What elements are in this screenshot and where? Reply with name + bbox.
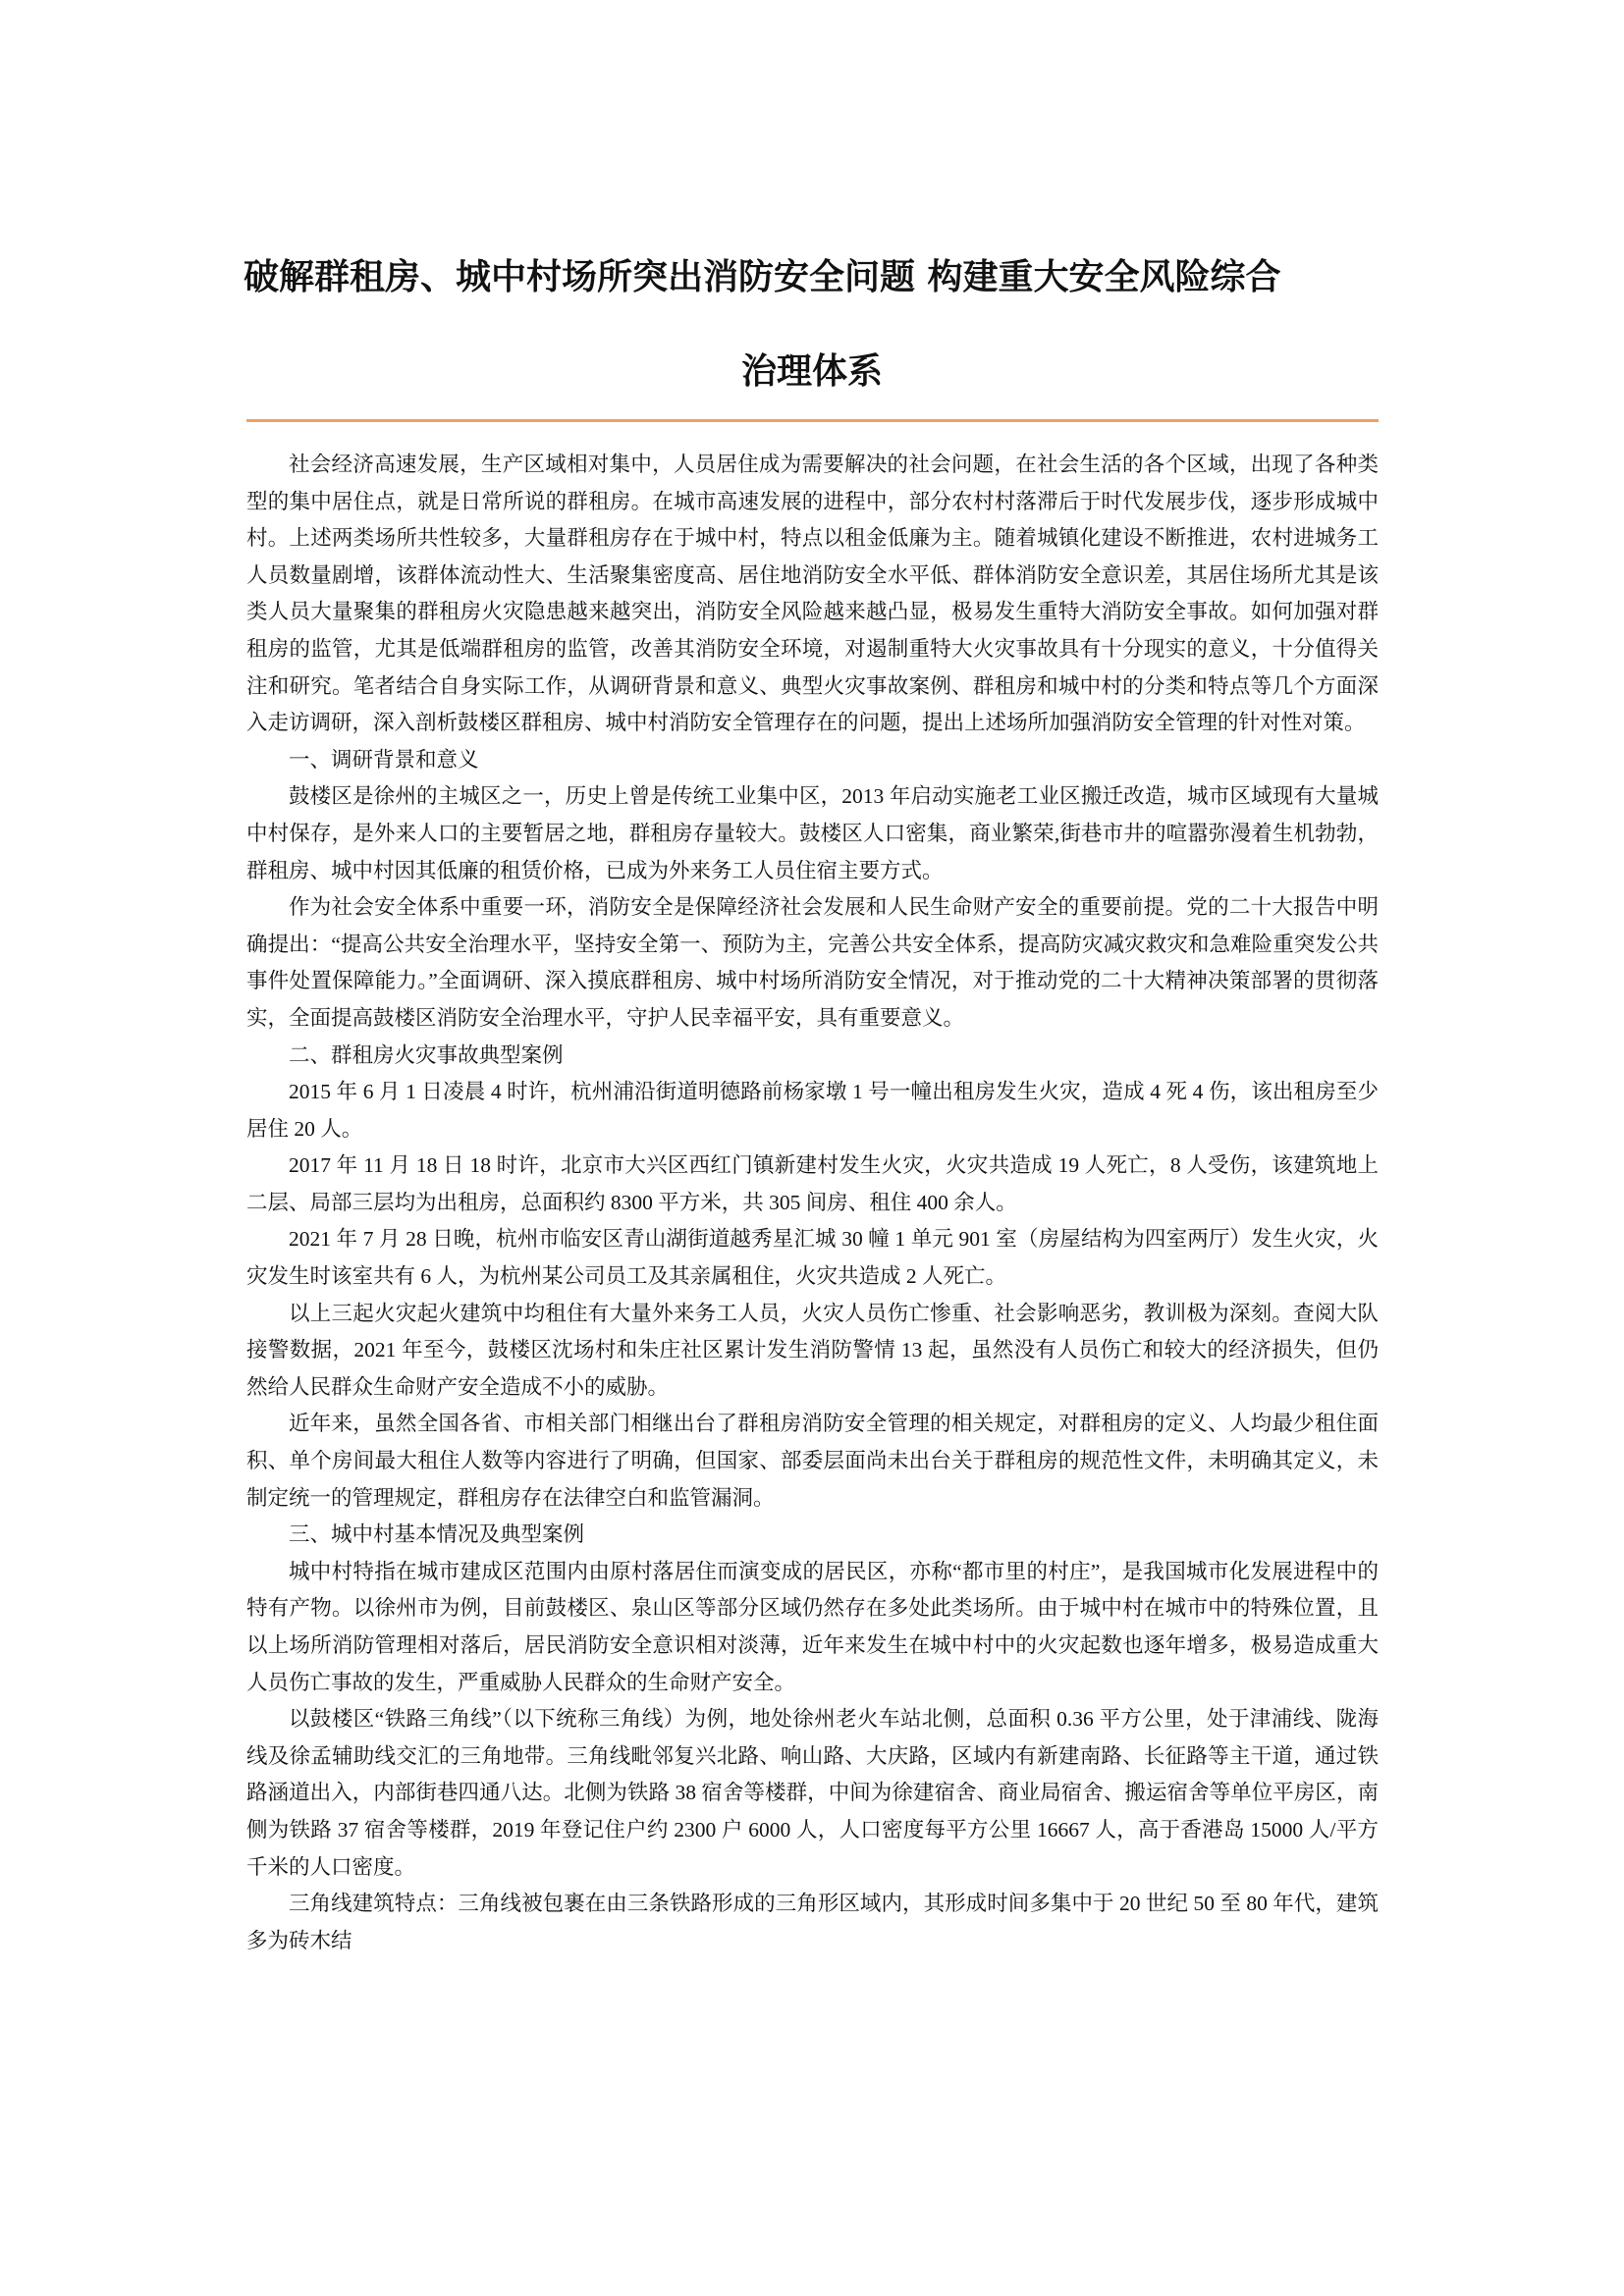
- paragraph: 城中村特指在城市建成区范围内由原村落居住而演变成的居民区，亦称“都市里的村庄”，是我国城市化发展进程中的特有产物。以徐州市为例，目前鼓楼区、泉山区等部分区域仍然存在多处此类场所。由于城中村在城市中的特殊位置，且以上场所消防管理相对落后，居民消防安全意识相对淡薄，近年来发生在城中村中的火灾起数也逐年增多，极易造成重大人员伤亡事故的发生，严重威胁人民群众的生命财产安全。: [246, 1559, 1379, 1694]
- paragraph: 作为社会安全体系中重要一环，消防安全是保障经济社会发展和人民生命财产安全的重要前提。党的二十大报告中明确提出：“提高公共安全治理水平，坚持安全第一、预防为主，完善公共安全体系，提高防灾减灾救灾和急难险重突发公共事件处置保障能力。”全面调研、深入摸底群租房、城中村场所消防安全情况，对于推动党的二十大精神决策部署的贯彻落实，全面提高鼓楼区消防安全治理水平，守护人民幸福平安，具有重要意义。: [246, 895, 1379, 1030]
- paragraph: 以上三起火灾起火建筑中均租住有大量外来务工人员，火灾人员伤亡惨重、社会影响恶劣，教训极为深刻。查阅大队接警数据，2021 年至今，鼓楼区沈场村和朱庄社区累计发生消防警情 13 起，虽然没有人员伤亡和较大的经济损失，但仍然给人民群众生命财产安全造成不小的威胁。: [246, 1301, 1379, 1399]
- paragraph: 鼓楼区是徐州的主城区之一，历史上曾是传统工业集中区，2013 年启动实施老工业区搬迁改造，城市区域现有大量城中村保存，是外来人口的主要暂居之地，群租房存量较大。鼓楼区人口密集，商业繁荣,街巷市井的喧嚣弥漫着生机勃勃，群租房、城中村因其低廉的租赁价格，已成为外来务工人员住宿主要方式。: [246, 784, 1379, 882]
- title-line-1: 破解群租房、城中村场所突出消防安全问题 构建重大安全风险综合: [244, 256, 1281, 297]
- paragraph-case: 2017 年 11 月 18 日 18 时许，北京市大兴区西红门镇新建村发生火灾，火灾共造成 19 人死亡，8 人受伤，该建筑地上二层、局部三层均为出租房，总面积约 8300 平方米，共 305 间房、租住 400 余人。: [246, 1153, 1379, 1214]
- paragraph: 以鼓楼区“铁路三角线”（以下统称三角线）为例，地处徐州老火车站北侧，总面积 0.36 平方公里，处于津浦线、陇海线及徐孟辅助线交汇的三角地带。三角线毗邻复兴北路、响山路、大庆路，区域内有新建南路、长征路等主干道，通过铁路涵道出入，内部街巷四通八达。北侧为铁路 38 宿舍等楼群，中间为徐建宿舍、商业局宿舍、搬运宿舍等单位平房区，南侧为铁路 37 宿舍等楼群，2019 年登记住户约 2300 户 6000 人，人口密度每平方公里 16667 人，高于香港岛 15000 人/平方千米的人口密度。: [246, 1707, 1379, 1879]
- paragraph-case: 2021 年 7 月 28 日晚，杭州市临安区青山湖街道越秀星汇城 30 幢 1 单元 901 室（房屋结构为四室两厅）发生火灾，火灾发生时该室共有 6 人，为杭州某公司员工及其亲属租住，火灾共造成 2 人死亡。: [246, 1227, 1379, 1289]
- document-body: [246, 447, 1379, 1959]
- document-title: [196, 230, 1428, 418]
- paragraph-intro: 社会经济高速发展，生产区域相对集中，人员居住成为需要解决的社会问题，在社会生活的各个区域，出现了各种类型的集中居住点，就是日常所说的群租房。在城市高速发展的进程中，部分农村村落滞后于时代发展步伐，逐步形成城中村。上述两类场所共性较多，大量群租房存在于城中村，特点以租金低廉为主。随着城镇化建设不断推进，农村进城务工人员数量剧增，该群体流动性大、生活聚集密度高、居住地消防安全水平低、群体消防安全意识差，其居住场所尤其是该类人员大量聚集的群租房火灾隐患越来越突出，消防安全风险越来越凸显，极易发生重特大消防安全事故。如何加强对群租房的监管，尤其是低端群租房的监管，改善其消防安全环境，对遏制重特大火灾事故具有十分现实的意义，十分值得关注和研究。笔者结合自身实际工作，从调研背景和意义、典型火灾事故案例、群租房和城中村的分类和特点等几个方面深入走访调研，深入剖析鼓楼区群租房、城中村消防安全管理存在的问题，提出上述场所加强消防安全管理的针对性对策。: [246, 453, 1379, 735]
- section-heading-3: 三、城中村基本情况及典型案例: [289, 1522, 585, 1547]
- section-heading-1: 一、调研背景和意义: [289, 747, 479, 772]
- paragraph: 三角线建筑特点：三角线被包裹在由三条铁路形成的三角形区域内，其形成时间多集中于 20 世纪 50 至 80 年代，建筑多为砖木结: [246, 1892, 1379, 1952]
- title-line-2: 治理体系: [740, 350, 883, 392]
- paragraph: 近年来，虽然全国各省、市相关部门相继出台了群租房消防安全管理的相关规定，对群租房的定义、人均最少租住面积、单个房间最大租住人数等内容进行了明确，但国家、部委层面尚未出台关于群租房的规范性文件，未明确其定义，未制定统一的管理规定，群租房存在法律空白和监管漏洞。: [246, 1412, 1379, 1510]
- title-divider: [246, 419, 1379, 422]
- paragraph-case: 2015 年 6 月 1 日凌晨 4 时许，杭州浦沿街道明德路前杨家墩 1 号一幢出租房发生火灾，造成 4 死 4 伤，该出租房至少居住 20 人。: [246, 1080, 1379, 1141]
- section-heading-2: 二、群租房火灾事故典型案例: [289, 1042, 564, 1067]
